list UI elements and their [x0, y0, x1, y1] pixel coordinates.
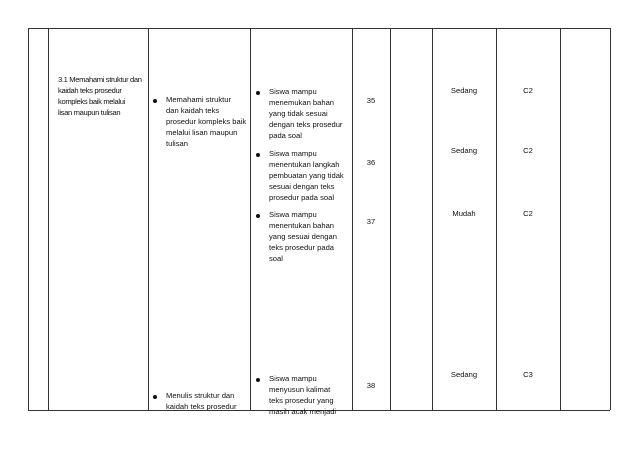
item-number: 35 — [366, 96, 376, 105]
basic-competency: 3.1 Memahami struktur dan kaidah teks prosedur kompleks baik melalui lisan maupun tulisan — [58, 75, 142, 117]
bullet-icon — [153, 99, 157, 103]
item-number: 36 — [366, 158, 376, 167]
column-divider — [48, 28, 49, 410]
difficulty-level: Sedang — [450, 86, 478, 95]
column-divider — [560, 28, 561, 410]
cognitive-level: C2 — [523, 86, 533, 95]
difficulty-level: Sedang — [450, 146, 478, 155]
bullet-icon — [153, 395, 157, 399]
column-divider — [28, 28, 29, 410]
bullet-icon — [256, 91, 260, 95]
table-top-border — [28, 28, 610, 29]
item-number: 37 — [366, 217, 376, 226]
material-item: Memahami struktur dan kaidah teks prosedur kompleks baik melalui lisan maupun tulisan — [166, 95, 247, 148]
material-item: Menulis struktur dan kaidah teks prosedur — [166, 391, 237, 411]
indicator-text: Siswa mampu menemukan bahan yang tidak sesuai dengan teks prosedur pada soal — [269, 87, 343, 140]
bullet-icon — [256, 214, 260, 218]
indicator-text: Siswa mampu menyusun kalimat teks prosedur yang masih acak menjadi — [269, 374, 337, 416]
difficulty-level: Mudah — [452, 209, 476, 218]
indicator-text: Siswa mampu menentukan bahan yang sesuai dengan teks prosedur pada soal — [269, 210, 337, 263]
cognitive-level: C2 — [523, 209, 533, 218]
column-divider — [390, 28, 391, 410]
item-number: 38 — [366, 381, 376, 390]
column-divider — [148, 28, 149, 410]
bullet-icon — [256, 378, 260, 382]
indicator-text: Siswa mampu menentukan langkah pembuatan yang tidak sesuai dengan teks prosedur pada soal — [269, 149, 344, 202]
difficulty-level: Sedang — [450, 370, 478, 379]
column-divider — [610, 28, 611, 410]
bullet-icon — [256, 153, 260, 157]
cognitive-level: C3 — [523, 370, 533, 379]
column-divider — [250, 28, 251, 410]
cognitive-level: C2 — [523, 146, 533, 155]
